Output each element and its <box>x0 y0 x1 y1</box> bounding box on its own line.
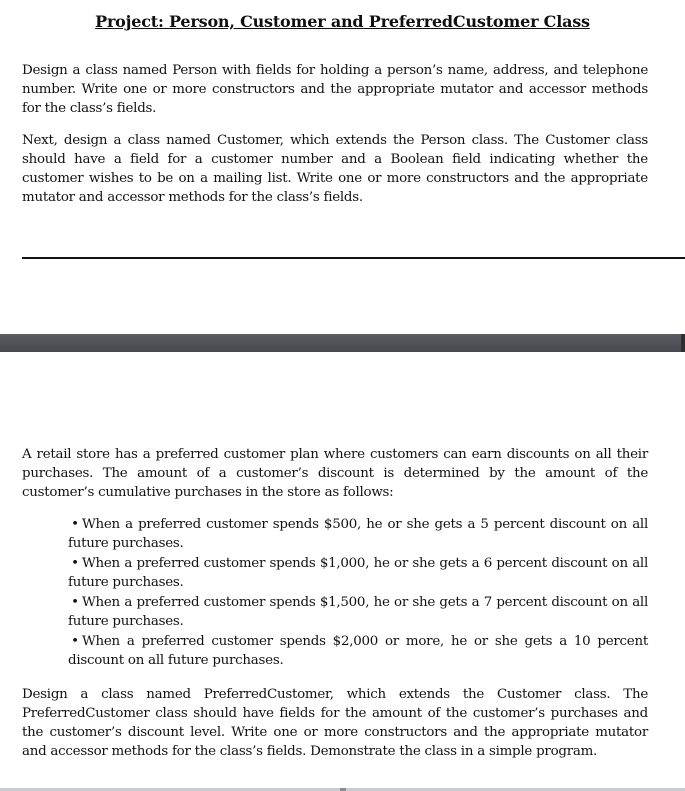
bullet-icon: • <box>71 634 79 649</box>
list-item <box>68 554 648 592</box>
discount-tier-list <box>68 515 648 671</box>
paragraph-customer-class: Next, design a class named Customer, which extends the Person class. The Customer class should have a field for a customer number and a Boolean field indicating whether the customer wishes to be on a mailing list. Write one or more constructors and the appropriate mutator and accessor methods for the class’s fields. <box>22 133 648 205</box>
horizontal-rule <box>22 257 685 259</box>
list-item-text: When a preferred customer spends $500, he or she gets a 5 percent discount on all future purchases. <box>68 517 648 551</box>
document-page-top <box>0 0 685 270</box>
document-page-bottom <box>0 360 685 791</box>
list-item-text: When a preferred customer spends $1,000, he or she gets a 6 percent discount on all future purchases. <box>68 556 648 590</box>
bullet-icon: • <box>71 556 79 571</box>
bullet-icon: • <box>71 595 79 610</box>
page-separator-bar <box>0 334 685 352</box>
list-item <box>68 593 648 631</box>
paragraph-preferred-customer-class: Design a class named PreferredCustomer, which extends the Customer class. The PreferredCustomer class should have fields for the amount of the customer’s purchases and the customer’s discount level. Write one or more constructors and the appropriate mutator and accessor methods for the class’s fields. Demonstrate the class in a simple program. <box>22 687 648 759</box>
list-item-text: When a preferred customer spends $2,000 or more, he or she gets a 10 percent discount on all future purchases. <box>68 634 648 668</box>
bullet-icon: • <box>71 517 79 532</box>
list-item <box>68 632 648 670</box>
page-title: Project: Person, Customer and PreferredCustomer Class <box>95 12 590 31</box>
list-item <box>68 515 648 553</box>
list-item-text: When a preferred customer spends $1,500, he or she gets a 7 percent discount on all future purchases. <box>68 595 648 629</box>
paragraph-retail-discount-plan: A retail store has a preferred customer plan where customers can earn discounts on all their purchases. The amount of a customer’s discount is determined by the amount of the customer’s cumulative purchases in the store as follows: <box>22 447 648 500</box>
paragraph-person-class: Design a class named Person with fields for holding a person’s name, address, and telephone number. Write one or more constructors and the appropriate mutator and accessor methods for the class’s fields. <box>22 63 648 116</box>
